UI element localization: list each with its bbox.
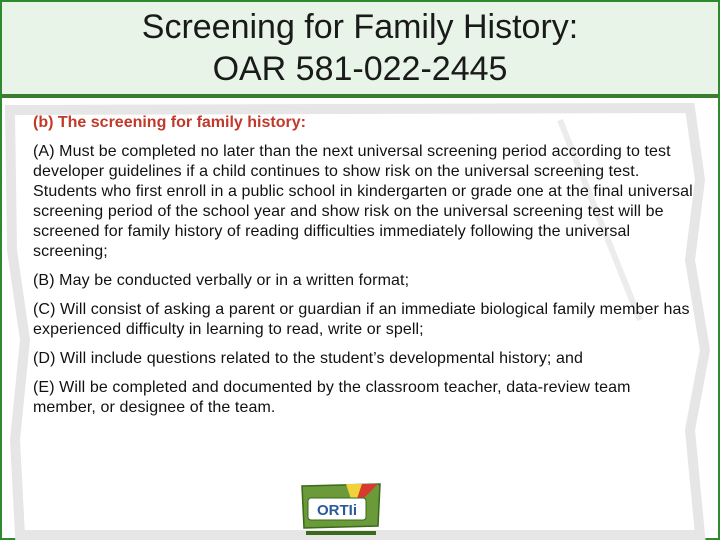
- slide-title-line2: OAR 581-022-2445: [212, 50, 508, 88]
- paragraph-d: (D) Will include questions related to the student’s developmental history; and: [33, 350, 584, 367]
- paragraph-c: (C) Will consist of asking a parent or guardian if an immediate biological family member has experienced difficulty in learning to read, write or spell;: [33, 301, 690, 338]
- slide-header: [2, 2, 718, 98]
- paragraph-e: (E) Will be completed and documented by the classroom teacher, data-review team member, or designee of the team.: [33, 379, 631, 416]
- logo-text: ORTIi: [317, 502, 357, 519]
- ortii-logo: [292, 478, 390, 540]
- slide-body: [33, 113, 693, 427]
- paragraph-a: (A) Must be completed no later than the next universal screening period according to test developer guidelines if a child continues to show risk on the universal screening test. Students who first enroll in a public school in kindergarten or grade one at the final universal screening period of the school year and show risk on the universal screening test will be screened for family history of reading difficulties immediately following the universal screening;: [33, 143, 693, 260]
- slide-title-line1: Screening for Family History:: [141, 8, 579, 46]
- paragraph-b: (B) May be conducted verbally or in a written format;: [33, 272, 410, 289]
- section-subheading: (b) The screening for family history:: [33, 114, 306, 131]
